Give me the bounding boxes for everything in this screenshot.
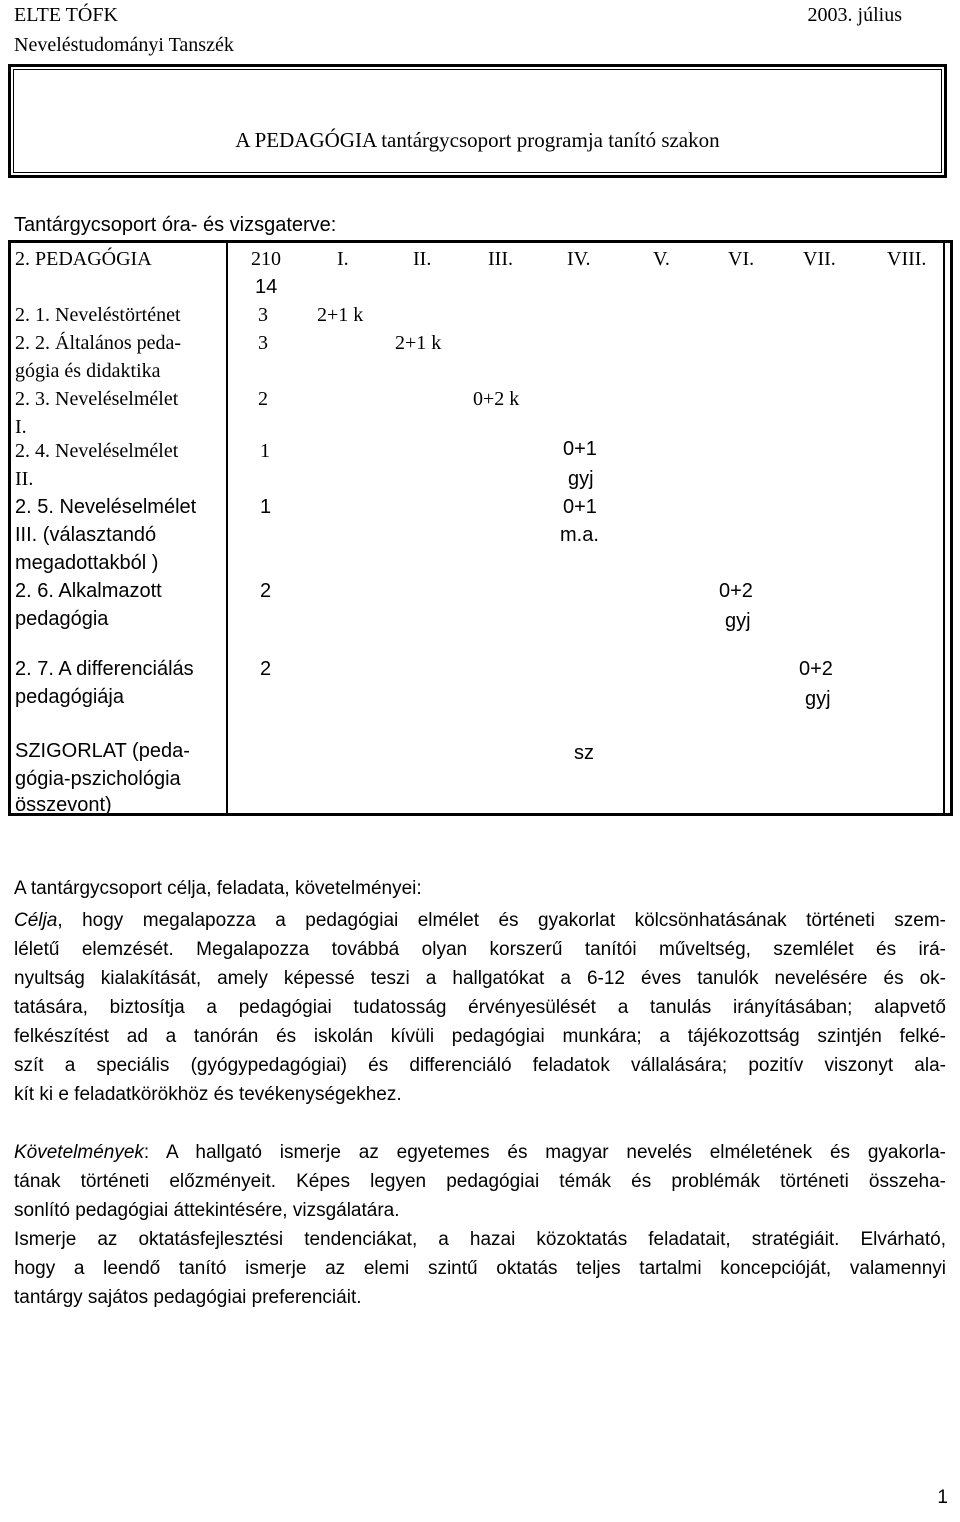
plan-heading: Tantárgycsoport óra- és vizsgaterve: — [14, 214, 337, 236]
department-name: Neveléstudományi Tanszék — [14, 34, 234, 56]
table-row-subject: 2. 5. Neveléselmélet — [15, 496, 197, 518]
table-row-subject: pedagógiája — [15, 686, 124, 708]
semester-header: III. — [488, 248, 513, 270]
table-row-subject: II. — [15, 468, 34, 490]
page-number: 1 — [937, 1487, 948, 1508]
table-row-hours: 2 — [260, 580, 272, 602]
table-row-entry-note: gyj — [805, 688, 831, 710]
table-row-hours: 3 — [258, 332, 268, 354]
table-row-subject: I. — [15, 416, 27, 438]
table-row-entry-note: m.a. — [560, 524, 599, 546]
table-row-hours: 1 — [260, 496, 272, 518]
table-row-entry: 0+1 — [563, 438, 597, 460]
table-row-subject: 2. 3. Neveléselmélet — [15, 388, 179, 410]
table-row-subject: pedagógia — [15, 608, 109, 630]
table-row-entry: 2+1 k — [395, 332, 442, 354]
goals-heading: A tantárgycsoport célja, feladata, követelményei: — [14, 878, 422, 899]
semester-header: II. — [413, 248, 432, 270]
table-row-entry: 2+1 k — [317, 304, 364, 326]
course-plan-table — [8, 240, 953, 816]
table-row-hours: 3 — [258, 304, 268, 326]
table-row-subject: III. (választandó — [15, 524, 157, 546]
semester-header: VII. — [803, 248, 836, 270]
table-row-subject: 2. 6. Alkalmazott — [15, 580, 162, 602]
table-row-subject: 2. 2. Általános peda- — [15, 332, 182, 354]
table-divider — [943, 243, 945, 813]
table-row-subject: megadottakból ) — [15, 552, 159, 574]
requirements-label: Követelmények — [14, 1142, 144, 1163]
table-row-subject: gógia-pszichológia — [15, 768, 181, 790]
table-row-hours: 2 — [258, 388, 268, 410]
table-head-hours: 210 — [251, 248, 281, 270]
document-date: 2003. július — [807, 4, 902, 26]
table-row-subject: összevont) — [15, 794, 112, 816]
table-head-hours-2: 14 — [255, 276, 278, 298]
semester-header: VIII. — [887, 248, 927, 270]
table-row-subject: gógia és didaktika — [15, 360, 161, 382]
semester-header: V. — [653, 248, 670, 270]
institution-name: ELTE TÓFK — [14, 4, 118, 26]
goals-paragraph: Célja, hogy megalapozza a pedagógiai elmélet és gyakorlat kölcsönhatásának történeti szem- léletű elemzését. Megalapozza továbbá olyan korszerű tanítói műveltség, szemlélet és irá- nyultság kialakítását, amely képessé teszi a hallgatókat a 6-12 éves tanulók nevelésére és ok- tatására, biztosítja a pedagógiai tudatosság érvényesülését a tanulás irányításában; alapvető felkészítést ad a tanórán és iskolán kívüli pedagógiai munkára; a tájékozottság szintjén felké- szít a speciális (gyógypedagógiai) és differenciáló feladatok vállalására; pozitív viszonyt ala- kít ki e feladatkörökhöz és tevékenységekhez. — [14, 910, 946, 1105]
table-divider — [226, 243, 228, 813]
table-row-entry: sz — [574, 742, 594, 764]
table-row-subject: 2. 7. A differenciálás — [15, 658, 194, 680]
table-row-subject: 2. 4. Neveléselmélet — [15, 440, 179, 462]
table-row-entry-note: gyj — [568, 468, 594, 490]
table-row-subject: SZIGORLAT (peda- — [15, 740, 190, 762]
semester-header: I. — [337, 248, 349, 270]
table-row-hours: 1 — [260, 440, 270, 462]
table-head-label: 2. PEDAGÓGIA — [15, 248, 152, 270]
table-row-entry: 0+2 — [799, 658, 833, 680]
semester-header: IV. — [567, 248, 591, 270]
goals-label: Célja — [14, 910, 58, 931]
table-row-subject: 2. 1. Neveléstörténet — [15, 304, 181, 326]
table-row-hours: 2 — [260, 658, 272, 680]
table-row-entry-note: gyj — [725, 610, 751, 632]
semester-header: VI. — [728, 248, 755, 270]
document-title: A PEDAGÓGIA tantárgycsoport programja tanító szakon — [235, 128, 720, 152]
requirements-paragraph: Követelmények: A hallgató ismerje az egyetemes és magyar nevelés elméletének és gyakorla- tának történeti előzményeit. Képes legyen pedagógiai témák és problémák történeti összeha- sonlító pedagógiai áttekintésére, vizsgálatára. Ismerje az oktatásfejlesztési tendenciákat, a hazai közoktatás feladatait, stratégiáit. Elvárható, hogy a leendő tanító ismerje az elemi szintű oktatás teljes tartalmi koncepcióját, valamennyi tantárgy sajátos pedagógiai preferenciáit. — [14, 1142, 946, 1308]
table-row-entry: 0+2 — [719, 580, 753, 602]
title-box — [8, 64, 947, 178]
table-row-entry: 0+2 k — [473, 388, 520, 410]
table-row-entry: 0+1 — [563, 496, 597, 518]
